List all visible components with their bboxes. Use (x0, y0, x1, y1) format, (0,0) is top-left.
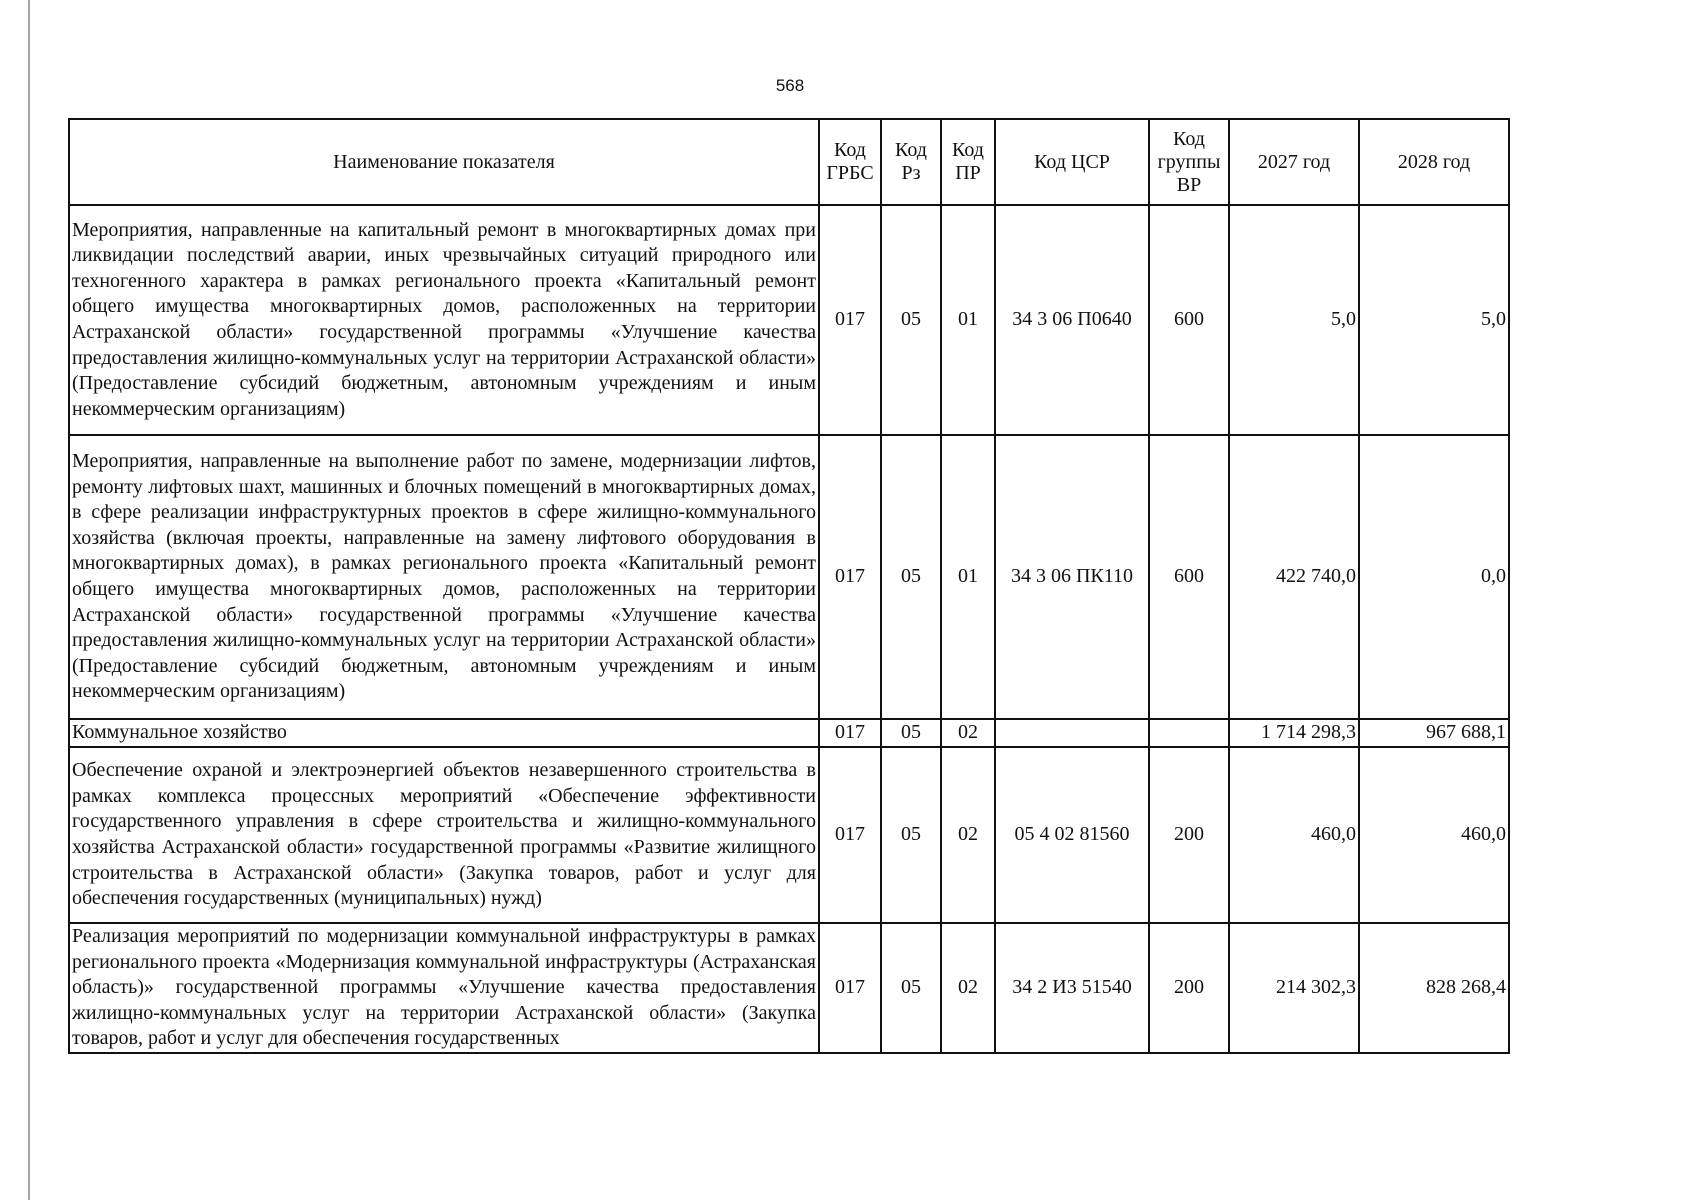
table-row (69, 435, 1509, 719)
table-row (69, 923, 1509, 1053)
header-csr: Код ЦСР (995, 119, 1149, 205)
cell-2027: 1 714 298,3 (1229, 719, 1359, 747)
cell-name: Реализация мероприятий по модернизации коммунальной инфраструктуры в рамках регионального проекта «Модернизация коммунальной инфраструктуры (Астраханская область)» государственной программы «Улучшение качества предоставления жилищно-коммунальных услуг на территории Астраханской области» (Закупка товаров, работ и услуг для обеспечения государственных (69, 923, 819, 1053)
cell-name: Коммунальное хозяйство (69, 719, 819, 747)
table-row (69, 719, 1509, 747)
cell-pr: 01 (941, 205, 995, 435)
cell-name: Мероприятия, направленные на выполнение работ по замене, модернизации лифтов, ремонту лифтовых шахт, машинных и блочных помещений в многоквартирных домах, в сфере реализации инфраструктурных проектов в сфере жилищно-коммунального хозяйства (включая проекты, направленные на замену лифтового оборудования в многоквартирных домах), в рамках регионального проекта «Капитальный ремонт общего имущества многоквартирных домов, расположенных на территории Астраханской области» государственной программы «Улучшение качества предоставления жилищно-коммунальных услуг на территории Астраханской области» (Предоставление субсидий бюджетным, автономным учреждениям и иным некоммерческим организациям) (69, 435, 819, 719)
cell-2028: 460,0 (1359, 747, 1509, 923)
table-header-row (69, 119, 1509, 205)
budget-table (68, 118, 1510, 1054)
cell-pr: 02 (941, 923, 995, 1053)
page-number: 568 (775, 76, 805, 95)
cell-2027: 5,0 (1229, 205, 1359, 435)
cell-csr: 34 3 06 ПК110 (995, 435, 1149, 719)
cell-rz: 05 (881, 719, 941, 747)
cell-grbs: 017 (819, 719, 881, 747)
cell-csr (995, 719, 1149, 747)
cell-grbs: 017 (819, 923, 881, 1053)
binding-margin-line (28, 0, 30, 1200)
header-vr: Код группы ВР (1149, 119, 1229, 205)
header-name: Наименование показателя (69, 119, 819, 205)
cell-rz: 05 (881, 435, 941, 719)
cell-2027: 422 740,0 (1229, 435, 1359, 719)
cell-2028: 0,0 (1359, 435, 1509, 719)
cell-grbs: 017 (819, 435, 881, 719)
cell-name: Обеспечение охраной и электроэнергией объектов незавершенного строительства в рамках комплекса процессных мероприятий «Обеспечение эффективности государственного управления в сфере строительства и жилищно-коммунального хозяйства Астраханской области» государственной программы «Развитие жилищного строительства в Астраханской области» (Закупка товаров, работ и услуг для обеспечения государственных (муниципальных) нужд) (69, 747, 819, 923)
cell-grbs: 017 (819, 205, 881, 435)
header-grbs: Код ГРБС (819, 119, 881, 205)
cell-rz: 05 (881, 747, 941, 923)
header-pr: Код ПР (941, 119, 995, 205)
cell-pr: 02 (941, 719, 995, 747)
cell-csr: 34 3 06 П0640 (995, 205, 1149, 435)
cell-vr: 600 (1149, 205, 1229, 435)
cell-vr: 600 (1149, 435, 1229, 719)
cell-name: Мероприятия, направленные на капитальный ремонт в многоквартирных домах при ликвидации последствий аварии, иных чрезвычайных ситуаций природного или техногенного характера в рамках регионального проекта «Капитальный ремонт общего имущества многоквартирных домов, расположенных на территории Астраханской области» государственной программы «Улучшение качества предоставления жилищно-коммунальных услуг на территории Астраханской области» (Предоставление субсидий бюджетным, автономным учреждениям и иным некоммерческим организациям) (69, 205, 819, 435)
cell-2027: 214 302,3 (1229, 923, 1359, 1053)
cell-2027: 460,0 (1229, 747, 1359, 923)
cell-2028: 5,0 (1359, 205, 1509, 435)
cell-vr: 200 (1149, 747, 1229, 923)
cell-pr: 02 (941, 747, 995, 923)
cell-2028: 828 268,4 (1359, 923, 1509, 1053)
header-rz: Код Рз (881, 119, 941, 205)
cell-grbs: 017 (819, 747, 881, 923)
cell-csr: 05 4 02 81560 (995, 747, 1149, 923)
cell-vr (1149, 719, 1229, 747)
cell-rz: 05 (881, 205, 941, 435)
cell-pr: 01 (941, 435, 995, 719)
table-row (69, 747, 1509, 923)
table-row (69, 205, 1509, 435)
header-2028: 2028 год (1359, 119, 1509, 205)
cell-2028: 967 688,1 (1359, 719, 1509, 747)
header-2027: 2027 год (1229, 119, 1359, 205)
cell-vr: 200 (1149, 923, 1229, 1053)
cell-csr: 34 2 И3 51540 (995, 923, 1149, 1053)
cell-rz: 05 (881, 923, 941, 1053)
